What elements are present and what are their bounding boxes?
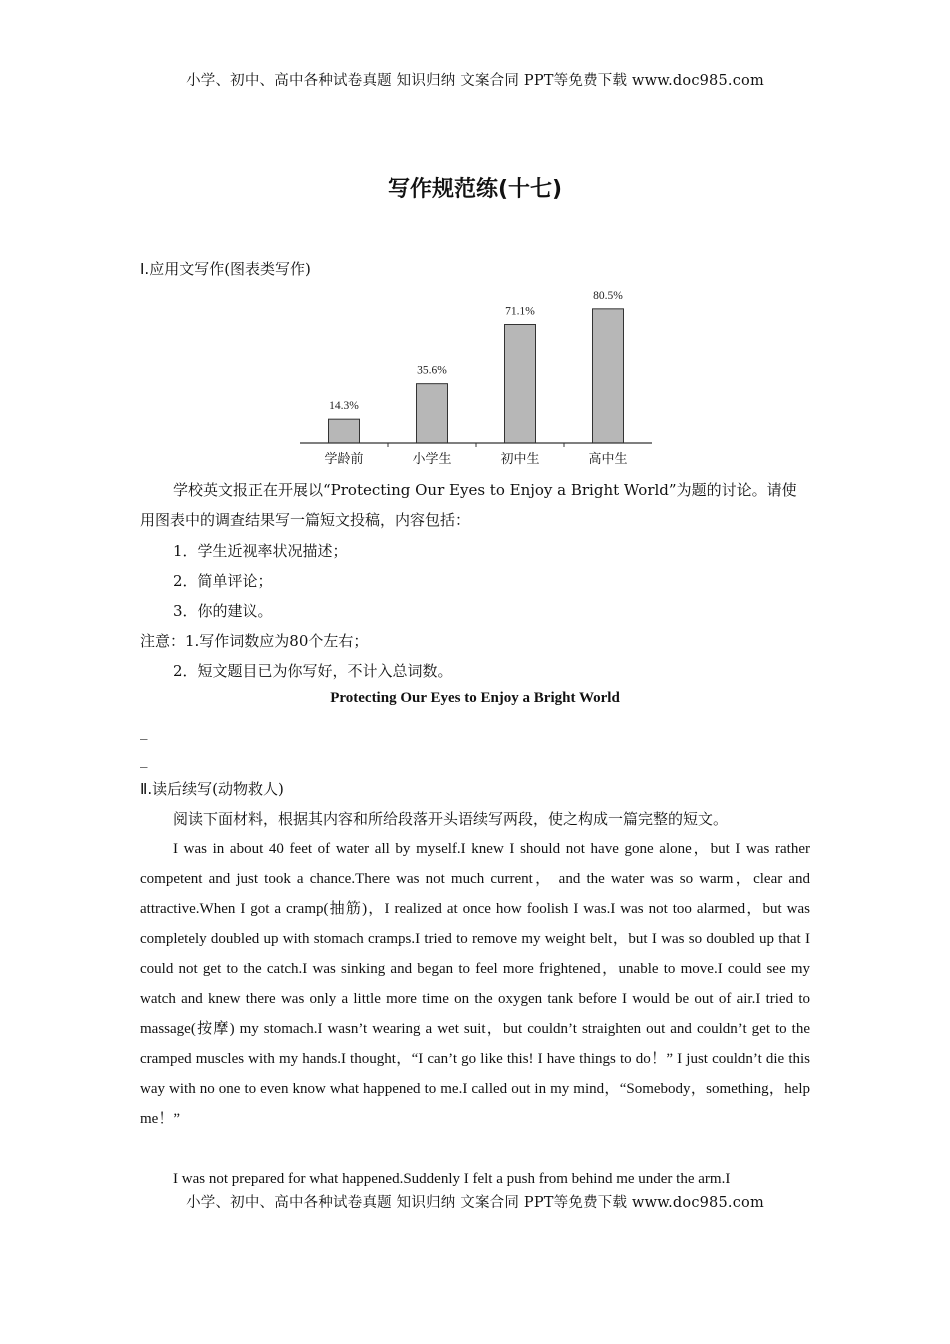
passage-paragraph-2: I was not prepared for what happened.Suddenly I felt a push from behind me under the arm.I	[173, 1171, 731, 1187]
bar-value-label-4: 80.5%	[593, 289, 623, 302]
section-1-sub: (图表类写作)	[224, 260, 311, 278]
page-header: 小学、初中、高中各种试卷真题 知识归纳 文案合同 PPT等免费下载 www.doc985.com	[186, 73, 764, 89]
instruction: 阅读下面材料，根据其内容和所给段落开头语续写两段，使之构成一篇完整的短文。	[173, 810, 729, 828]
task-item-1: 1．学生近视率状况描述；	[173, 542, 348, 560]
passage-paragraph-1: I was in about 40 feet of water all by myself.I knew I should not have gone alone，but I was rather competent and just took a chance.There was not much current， and the water was so warm，clear and attractive.When I got a cramp(抽筋)，I realized at once how foolish I was.I was not too alarmed，but was completely doubled up with stomach cramps.I tried to remove my weight belt，but I was so doubled up that I could not get to the catch.I was sinking and began to feel more frightened，unable to move.I could see my watch and knew there was only a little more time on the oxygen tank before I would be out of air.I tried to massage(按摩) my stomach.I wasn’t wearing a wet suit，but couldn’t straighten out and couldn’t get to the cramped muscles with my hands.I thought，“I can’t go like this! I have things to do！” I just couldn’t die this way with no one to even know what happened to me.I called out in my mind，“Somebody，something，help me！”	[140, 841, 810, 1127]
bar-value-label-3: 71.1%	[505, 305, 535, 318]
category-label-4: 高中生	[588, 452, 628, 467]
category-label-2: 小学生	[412, 452, 452, 467]
notes-label: 注意：1.写作词数应为80个左右；	[140, 632, 369, 650]
page-title: 写作规范练(十七)	[387, 177, 563, 202]
answer-blank-2[interactable]: _	[140, 750, 148, 768]
myopia-bar-chart	[290, 284, 660, 470]
answer-blank-1[interactable]: _	[140, 722, 148, 740]
category-label-3: 初中生	[500, 452, 540, 467]
bar-value-label-2: 35.6%	[417, 364, 447, 377]
essay-title: Protecting Our Eyes to Enjoy a Bright World	[330, 690, 620, 706]
bar-3	[505, 325, 536, 444]
bar-4	[593, 309, 624, 443]
task-item-2: 2．简单评论；	[173, 572, 273, 590]
notes-item-2: 2．短文题目已为你写好，不计入总词数。	[173, 662, 453, 680]
section-1-heading	[140, 258, 311, 279]
task-intro: 学校英文报正在开展以“Protecting Our Eyes to Enjoy a Bright World”为题的讨论。请使用图表中的调查结果写一篇短文投稿，内容包括：	[140, 481, 797, 529]
section-1-label: Ⅰ.应用文写作	[140, 260, 225, 278]
bar-1	[329, 419, 360, 443]
section-2-label: Ⅱ.读后续写	[140, 780, 213, 798]
section-2-heading	[140, 778, 284, 799]
bar-value-label-1: 14.3%	[329, 400, 359, 413]
section-2-sub: (动物救人)	[212, 780, 284, 798]
bar-2	[417, 384, 448, 443]
category-label-1: 学龄前	[324, 452, 364, 467]
task-item-3: 3．你的建议。	[173, 602, 273, 620]
page-footer: 小学、初中、高中各种试卷真题 知识归纳 文案合同 PPT等免费下载 www.doc985.com	[186, 1195, 764, 1211]
